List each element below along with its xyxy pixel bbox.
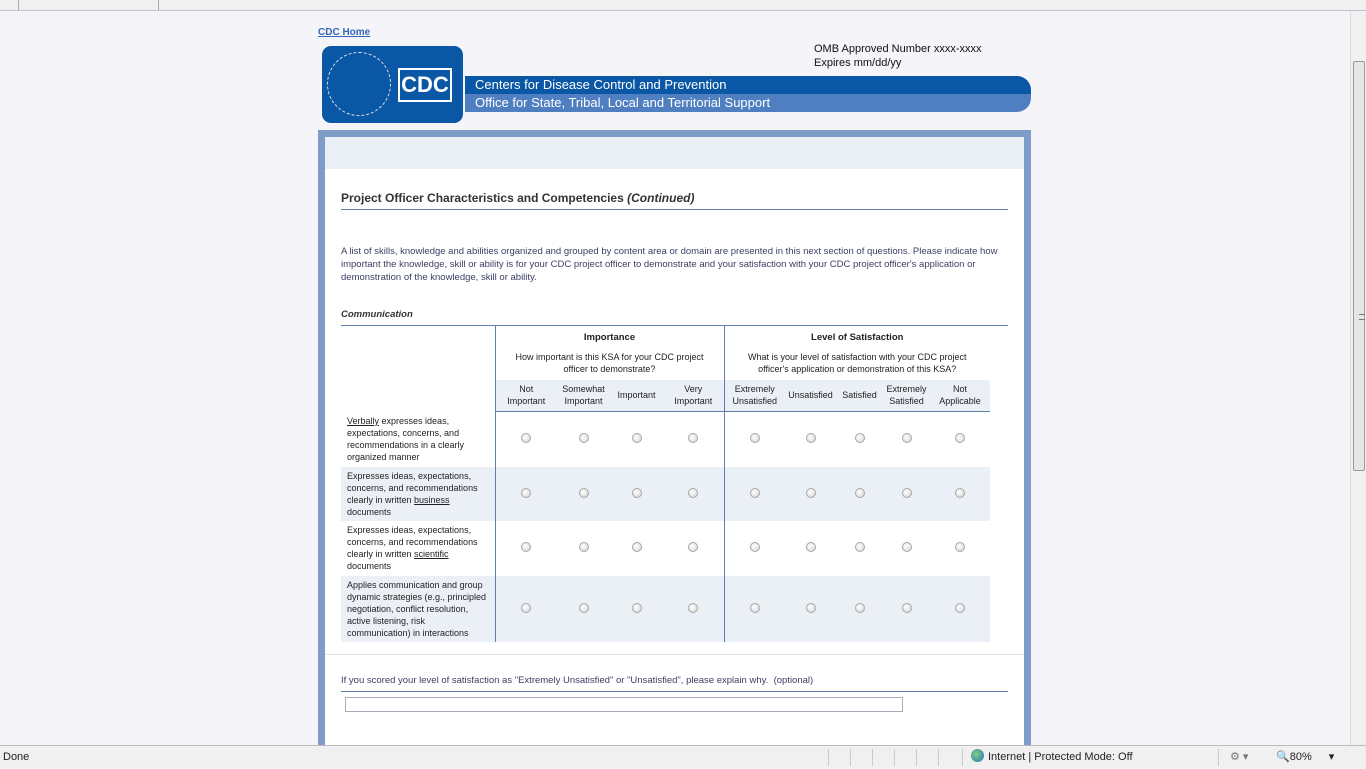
- satisfaction-radio[interactable]: [855, 603, 865, 613]
- importance-radio[interactable]: [632, 542, 642, 552]
- status-text: Done: [3, 751, 30, 763]
- status-bar: [0, 745, 1366, 768]
- satisfaction-radio[interactable]: [855, 488, 865, 498]
- satisfaction-radio[interactable]: [855, 542, 865, 552]
- satisfaction-radio[interactable]: [806, 542, 816, 552]
- option-header: Satisfied: [836, 380, 883, 412]
- importance-radio[interactable]: [579, 603, 589, 613]
- satisfaction-radio[interactable]: [902, 542, 912, 552]
- satisfaction-radio[interactable]: [855, 433, 865, 443]
- importance-radio[interactable]: [521, 433, 531, 443]
- satisfaction-radio[interactable]: [750, 488, 760, 498]
- satisfaction-radio[interactable]: [750, 542, 760, 552]
- office-banner: Office for State, Tribal, Local and Territorial Support: [465, 94, 1031, 112]
- satisfaction-radio[interactable]: [806, 433, 816, 443]
- ksa-label: Applies communication and group dynamic strategies (e.g., principled negotiation, conflict resolution, active listening, risk communication) in interactions: [341, 576, 495, 642]
- importance-header: Importance: [495, 326, 724, 346]
- importance-radio[interactable]: [688, 488, 698, 498]
- section-heading: Communication: [341, 309, 413, 320]
- satisfaction-radio[interactable]: [902, 488, 912, 498]
- satisfaction-header: Level of Satisfaction: [724, 326, 990, 346]
- ksa-label: Expresses ideas, expectations, concerns, and recommendations clearly in written business documents: [341, 467, 495, 521]
- zoom-icon: 🔍: [1276, 751, 1290, 763]
- option-header: Unsatisfied: [785, 380, 836, 412]
- browser-toolbar: [0, 0, 1366, 11]
- scrollbar-thumb[interactable]: [1353, 61, 1365, 471]
- option-header: Somewhat Important: [557, 380, 610, 412]
- importance-radio[interactable]: [688, 603, 698, 613]
- satisfaction-radio[interactable]: [806, 603, 816, 613]
- satisfaction-radio[interactable]: [955, 433, 965, 443]
- satisfaction-radio[interactable]: [750, 433, 760, 443]
- importance-radio[interactable]: [579, 433, 589, 443]
- importance-radio[interactable]: [521, 542, 531, 552]
- ksa-rating-matrix: [341, 325, 1008, 642]
- importance-radio[interactable]: [579, 488, 589, 498]
- importance-radio[interactable]: [632, 488, 642, 498]
- table-row: [341, 412, 1008, 467]
- table-row: [341, 467, 1008, 521]
- option-header: Extremely Unsatisfied: [724, 380, 785, 412]
- importance-radio[interactable]: [521, 603, 531, 613]
- option-header: Very Important: [663, 380, 724, 412]
- explain-input[interactable]: [345, 697, 903, 712]
- importance-radio[interactable]: [632, 433, 642, 443]
- agency-banner: Centers for Disease Control and Prevention: [465, 76, 1031, 94]
- intro-text: A list of skills, knowledge and abilities organized and grouped by content area or domain are presented in this next section of questions. Please indicate how important the knowledge, skill or ability is for your CDC project officer to demonstrate and your satisfaction with your CDC project officer's application or demonstration of the knowledge, skill or ability.: [341, 246, 998, 283]
- explain-question: If you scored your level of satisfaction as "Extremely Unsatisfied" or "Unsatisfied", please explain why. (optional): [341, 675, 1008, 692]
- ksa-label: Verbally expresses ideas, expectations, concerns, and recommendations in a clearly organized manner: [347, 416, 465, 462]
- cdc-logo: [322, 46, 463, 123]
- vertical-scrollbar[interactable]: [1350, 11, 1366, 745]
- hhs-seal-icon: [327, 52, 391, 116]
- optional-label: (optional): [773, 675, 814, 686]
- option-header: Not Applicable: [930, 380, 990, 412]
- satisfaction-radio[interactable]: [806, 488, 816, 498]
- omb-info: [814, 42, 982, 70]
- importance-radio[interactable]: [688, 433, 698, 443]
- satisfaction-radio[interactable]: [902, 433, 912, 443]
- importance-radio[interactable]: [632, 603, 642, 613]
- importance-radio[interactable]: [688, 542, 698, 552]
- satisfaction-radio[interactable]: [750, 603, 760, 613]
- cdc-logo-text: CDC: [398, 68, 452, 102]
- importance-radio[interactable]: [521, 488, 531, 498]
- zoom-control[interactable]: 🔍80% ▾: [1276, 751, 1335, 763]
- table-row: [341, 521, 1008, 576]
- globe-icon: [971, 749, 984, 762]
- security-zone[interactable]: Internet | Protected Mode: Off: [971, 746, 1133, 769]
- protected-mode-dropdown-icon[interactable]: ⚙ ▾: [1230, 751, 1249, 763]
- option-header: Not Important: [495, 380, 557, 412]
- satisfaction-radio[interactable]: [955, 603, 965, 613]
- option-header: Extremely Satisfied: [883, 380, 930, 412]
- chevron-down-icon: ▾: [1328, 751, 1335, 763]
- panel-header-band: [325, 137, 1024, 169]
- divider: [325, 654, 1024, 655]
- satisfaction-radio[interactable]: [955, 488, 965, 498]
- option-header: Important: [610, 380, 663, 412]
- importance-radio[interactable]: [579, 542, 589, 552]
- page-title: Project Officer Characteristics and Competencies (Continued): [341, 191, 1008, 210]
- table-row: [341, 576, 1008, 642]
- satisfaction-radio[interactable]: [955, 542, 965, 552]
- cdc-home-link[interactable]: CDC Home: [318, 27, 371, 38]
- ksa-label: Expresses ideas, expectations, concerns, and recommendations clearly in written scientific documents: [347, 525, 478, 571]
- expires-date: Expires mm/dd/yy: [814, 57, 902, 69]
- importance-question: How important is this KSA for your CDC project officer to demonstrate?: [495, 346, 724, 380]
- satisfaction-radio[interactable]: [902, 603, 912, 613]
- omb-number: OMB Approved Number xxxx-xxxx: [814, 43, 982, 55]
- survey-panel: [318, 130, 1031, 750]
- satisfaction-question: What is your level of satisfaction with your CDC project officer's application or demonstration of this KSA?: [724, 346, 990, 380]
